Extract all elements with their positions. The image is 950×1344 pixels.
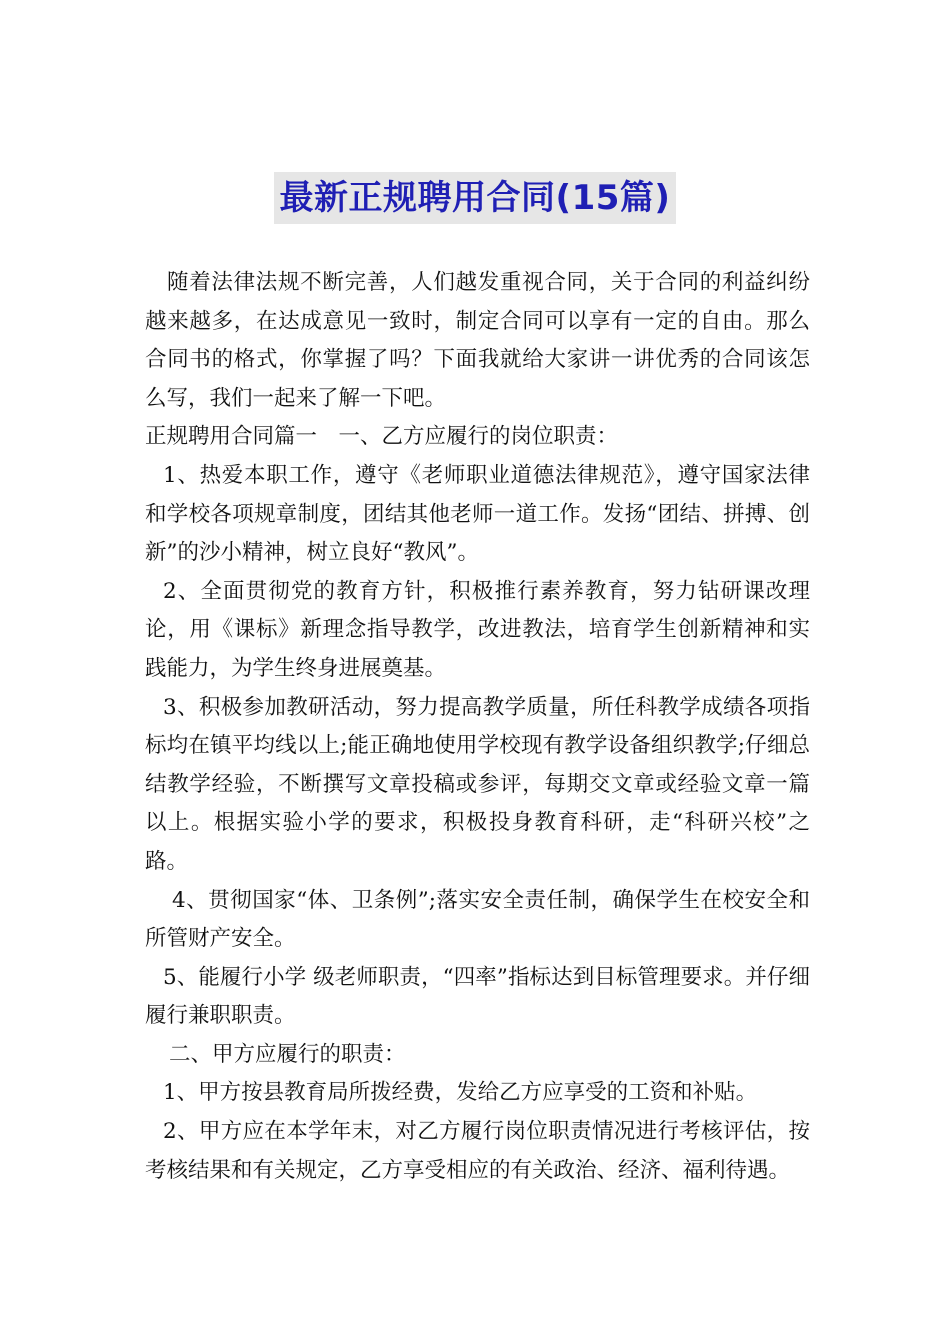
section-heading-1: 正规聘用合同篇一 一、乙方应履行的岗位职责： — [145, 424, 619, 450]
list-item: 1、甲方按县教育局所拨经费，发给乙方应享受的工资和补贴。 — [163, 1080, 758, 1106]
list-item: 3、积极参加教研活动，努力提高教学质量，所任科教学成绩各项指标均在镇平均线以上;能正确地使用学校现有教学设备组织教学;仔细总结教学经验，不断撰写文章投稿或参评，每期交文章或经验文章一篇以上。根据实验小学的要求，积极投身教育科研，走“科研兴校”之路。 — [145, 694, 810, 874]
intro-paragraph: 随着法律法规不断完善，人们越发重视合同，关于合同的利益纠纷越来越多，在达成意见一致时，制定合同可以享有一定的自由。那么合同书的格式，你掌握了吗？下面我就给大家讲一讲优秀的合同该怎么写，我们一起来了解一下吧。 — [145, 270, 810, 411]
section-heading-2: 二、甲方应履行的职责： — [169, 1041, 406, 1067]
list-item: 2、全面贯彻党的教育方针，积极推行素养教育，努力钻研课改理论，用《课标》新理念指导教学，改进教法，培育学生创新精神和实践能力，为学生终身进展奠基。 — [145, 578, 810, 681]
document-body — [145, 264, 810, 1190]
list-item: 5、能履行小学 级老师职责，“四率”指标达到目标管理要求。并仔细履行兼职职责。 — [145, 964, 810, 1029]
list-item: 2、甲方应在本学年末，对乙方履行岗位职责情况进行考核评估，按考核结果和有关规定，乙方享受相应的有关政治、经济、福利待遇。 — [145, 1119, 810, 1183]
list-item: 1、热爱本职工作，遵守《老师职业道德法律规范》，遵守国家法律和学校各项规章制度，团结其他老师一道工作。发扬“团结、拼搏、创新”的沙小精神，树立良好“教风”。 — [145, 462, 810, 566]
title-container — [0, 172, 950, 224]
list-item: 4、贯彻国家“体、卫条例”;落实安全责任制，确保学生在校安全和所管财产安全。 — [145, 887, 810, 952]
document-title: 最新正规聘用合同(15篇) — [274, 172, 677, 224]
